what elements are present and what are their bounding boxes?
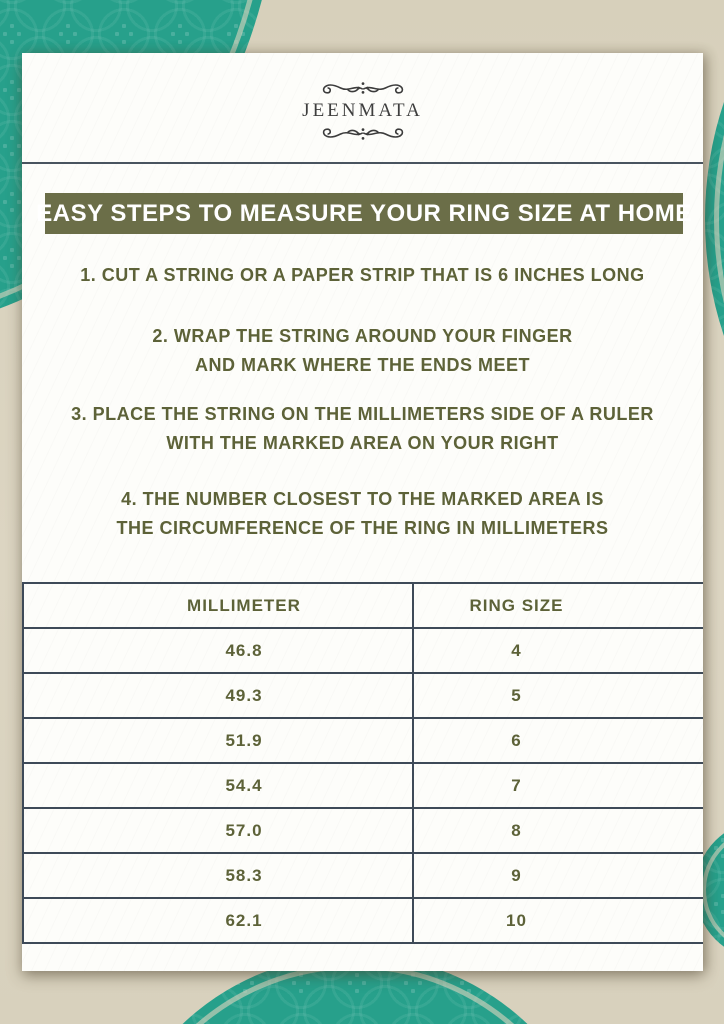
ring-size-value: 10: [506, 910, 527, 930]
step-1-line-1: 1. CUT A STRING OR A PAPER STRIP THAT IS 6 INCHES LONG: [80, 265, 645, 285]
decor-circle-right: [705, 0, 724, 519]
step-4: [22, 485, 703, 543]
flourish-ornament-bottom-icon: [315, 125, 411, 143]
page-title: EASY STEPS TO MEASURE YOUR RING SIZE AT HOME: [45, 193, 683, 234]
table-header-row: [24, 584, 703, 629]
millimeter-value: 58.3: [24, 854, 414, 897]
step-4-line-1: 4. THE NUMBER CLOSEST TO THE MARKED AREA IS: [121, 489, 604, 509]
millimeter-value: 54.4: [24, 764, 414, 807]
table-row: [24, 809, 703, 854]
table-row: [24, 674, 703, 719]
guide-card: [22, 53, 703, 971]
millimeter-value: 62.1: [24, 899, 414, 942]
step-2-line-2: AND MARK WHERE THE ENDS MEET: [194, 355, 530, 375]
step-2: [22, 322, 703, 380]
table-row: [24, 854, 703, 899]
ring-size-value: 6: [511, 730, 522, 750]
flourish-ornament-top-icon: [315, 79, 411, 97]
ring-size-value: 4: [511, 640, 522, 660]
millimeter-value: 49.3: [24, 674, 414, 717]
ring-size-table: [22, 582, 703, 944]
brand-logo: [22, 79, 703, 143]
table-row: [24, 764, 703, 809]
step-3: [22, 400, 703, 458]
table-row: [24, 899, 703, 944]
millimeter-value: 57.0: [24, 809, 414, 852]
millimeter-value: 46.8: [24, 629, 414, 672]
table-row: [24, 629, 703, 674]
ring-size-value: 5: [511, 685, 522, 705]
step-4-line-2: THE CIRCUMFERENCE OF THE RING IN MILLIMETERS: [116, 518, 609, 538]
column-header-millimeter: MILLIMETER: [24, 584, 414, 627]
step-2-line-1: 2. WRAP THE STRING AROUND YOUR FINGER: [152, 326, 573, 346]
ring-size-value: 8: [511, 820, 522, 840]
step-3-line-1: 3. PLACE THE STRING ON THE MILLIMETERS SIDE OF A RULER: [71, 404, 654, 424]
ring-size-value: 7: [511, 775, 522, 795]
step-1: [22, 261, 703, 290]
header-divider-line: [22, 162, 703, 164]
millimeter-value: 51.9: [24, 719, 414, 762]
column-header-ring-size: RING SIZE: [469, 595, 564, 615]
step-3-line-2: WITH THE MARKED AREA ON YOUR RIGHT: [166, 433, 559, 453]
brand-name: JEENMATA: [302, 100, 423, 121]
ring-size-value: 9: [511, 865, 522, 885]
table-row: [24, 719, 703, 764]
